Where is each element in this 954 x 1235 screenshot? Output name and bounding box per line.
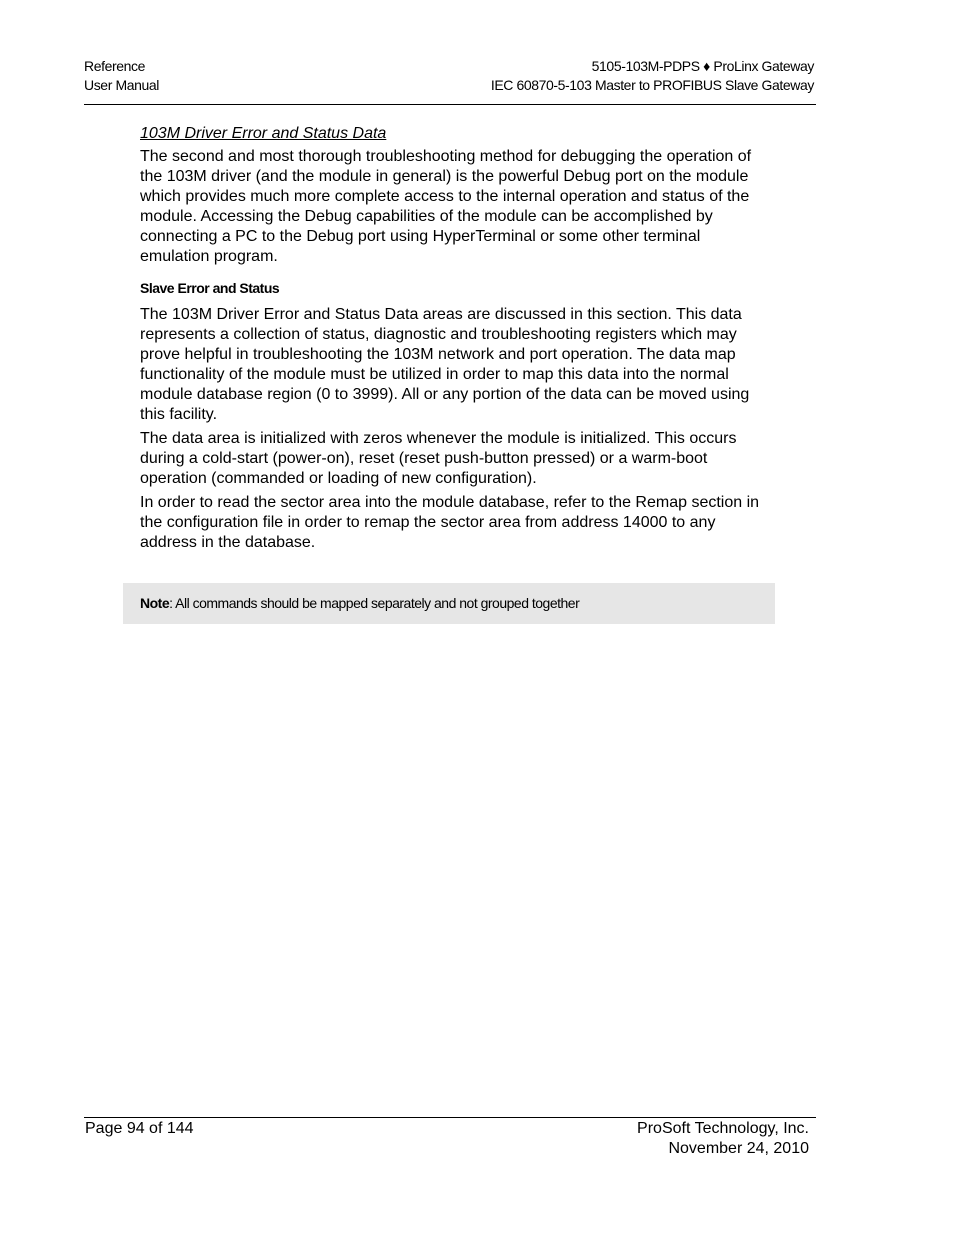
header-section-label: Reference [84, 58, 145, 74]
header-document-type: User Manual [84, 77, 159, 93]
header-divider [84, 104, 816, 105]
main-content [140, 124, 770, 557]
note-body: : All commands should be mapped separately and not grouped together [169, 595, 580, 611]
paragraph-initialization: The data area is initialized with zeros whenever the module is initialized. This occurs during a cold-start (power-on), reset (reset push-button pressed) or a warm-boot operation (commanded or loading of new configuration). [140, 430, 737, 487]
section-heading: Slave Error and Status [140, 280, 280, 296]
intro-paragraph: The second and most thorough troubleshooting method for debugging the operation of the 103M driver (and the module in general) is the powerful Debug port on the module which provides much more complete access to the internal operation and status of the module. Accessing the Debug capabilities of the module can be accomplished by connecting a PC to the Debug port using HyperTerminal or some other terminal emulation program. [140, 148, 752, 265]
header-right [491, 57, 814, 95]
header-product-description: IEC 60870-5-103 Master to PROFIBUS Slave Gateway [490, 77, 814, 93]
header-left [84, 57, 159, 95]
header-product-name: 5105-103M-PDPS ♦ ProLinx Gateway [591, 58, 814, 74]
footer-divider [84, 1117, 816, 1118]
note-text [140, 594, 579, 613]
footer-company: ProSoft Technology, Inc. [637, 1120, 809, 1137]
note-box [123, 583, 775, 624]
footer-date: November 24, 2010 [668, 1140, 809, 1157]
paragraph-remap: In order to read the sector area into the module database, refer to the Remap section in the configuration file in order to remap the sector area from address 14000 to any address in the database. [140, 494, 760, 551]
note-label: Note [140, 595, 170, 611]
footer-right [637, 1119, 809, 1159]
paragraph-data-areas: The 103M Driver Error and Status Data areas are discussed in this section. This data represents a collection of status, diagnostic and troubleshooting registers which may prove helpful in troubleshooting the 103M network and port operation. The data map functionality of the module must be utilized in order to map this data into the normal module database region (0 to 3999). All or any portion of the data can be moved using this facility. [140, 306, 750, 423]
page-number: Page 94 of 144 [85, 1120, 194, 1137]
driver-status-subheading: 103M Driver Error and Status Data [140, 125, 387, 142]
